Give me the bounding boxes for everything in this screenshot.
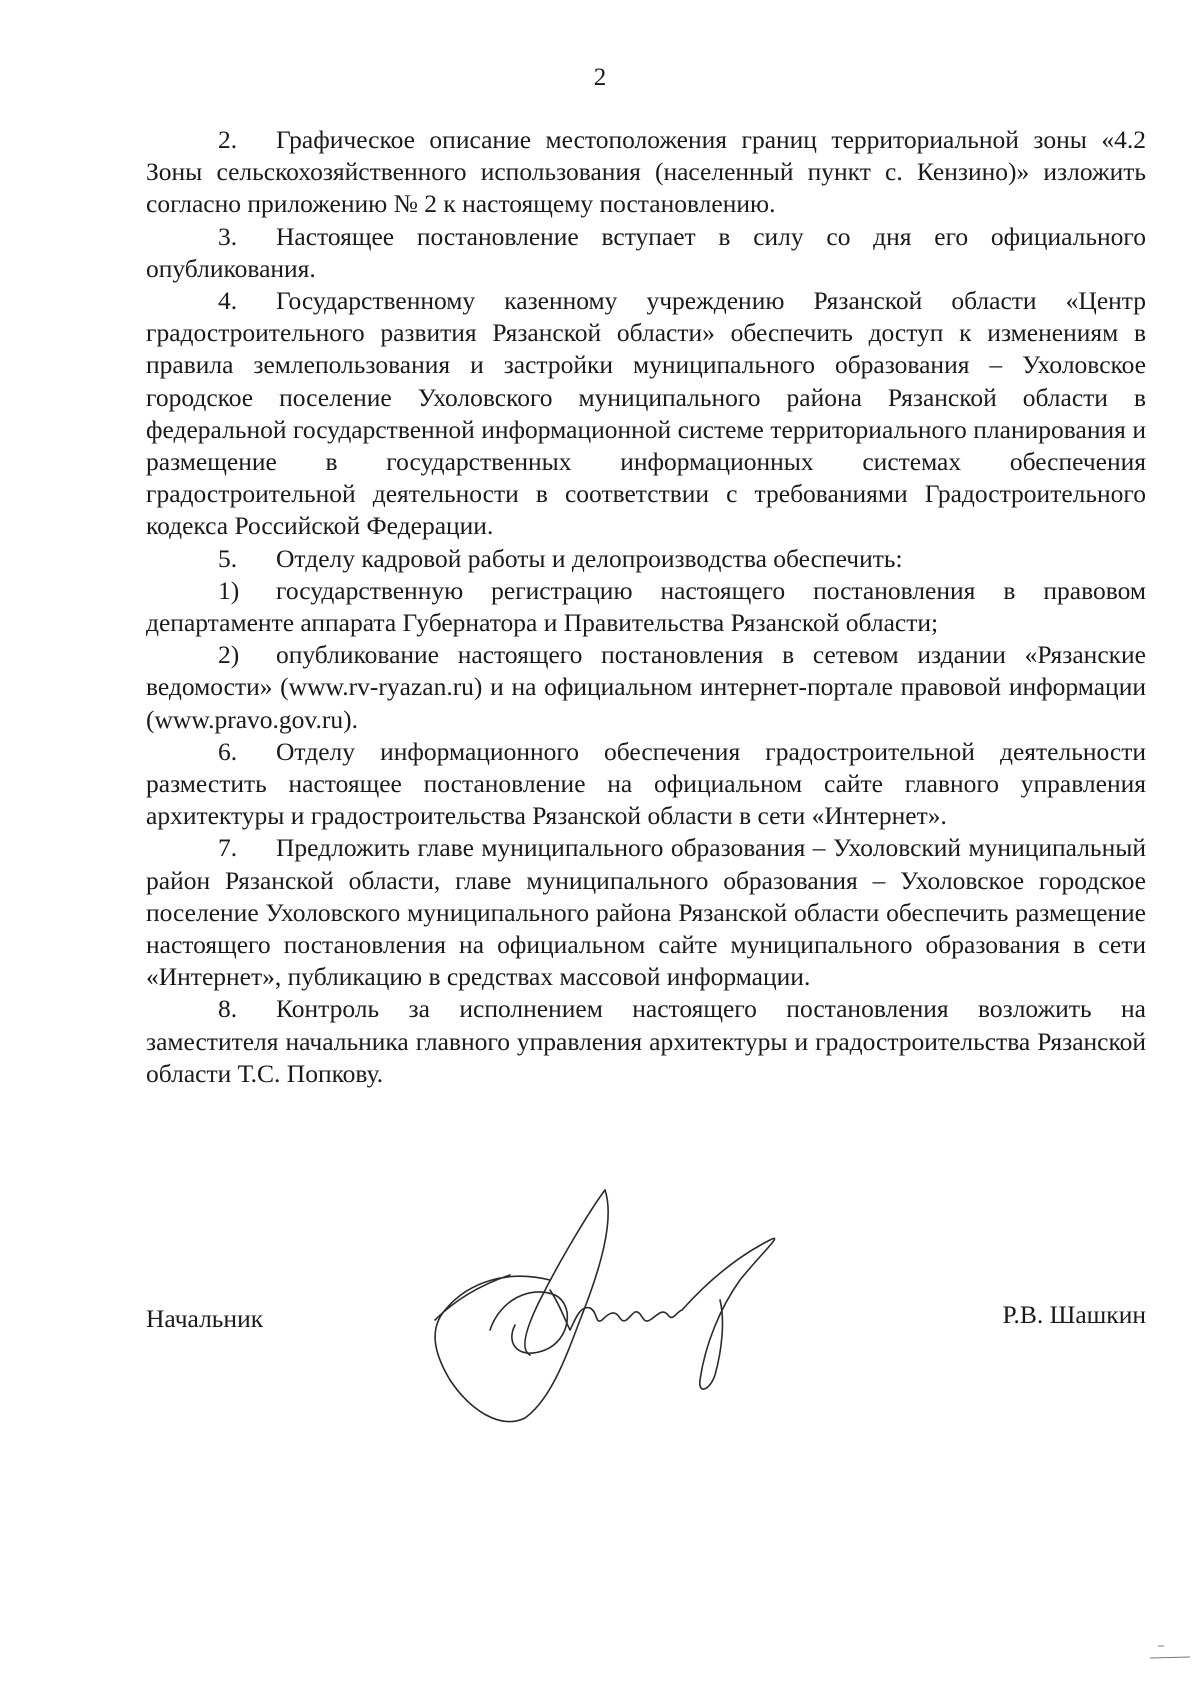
paragraph-text: Контроль за исполнением настоящего постановления возложить на заместителя начальника главного управления архитектуры и градостроительства Рязанской области Т.С. Попкову. <box>146 994 1146 1088</box>
paragraph-5-1 <box>146 575 1146 639</box>
paragraph-text: Отделу кадровой работы и делопроизводства обеспечить: <box>276 543 903 573</box>
paragraph-number: 2) <box>218 640 240 670</box>
paragraph-text: Государственному казенному учреждению Рязанской области «Центр градостроительного развития Рязанской области» обеспечить доступ к изменениям в правила землепользования и застройки муниципального образования – Ухоловское городское поселение Ухоловского муниципального района Рязанской области в федеральной государственной информационной системе территориального планирования и размещение в государственных информационных системах обеспечения градостроительной деятельности в соответствии с требованиями Градостроительного кодекса Российской Федерации. <box>146 286 1146 541</box>
paragraph-number: 8. <box>218 994 238 1024</box>
signature-name: Р.В. Шашкин <box>1002 1300 1146 1329</box>
paragraph-number: 3. <box>218 221 238 251</box>
paragraph-text: Предложить главе муниципального образования – Ухоловский муниципальный район Рязанской области, главе муниципального образования – Ухоловское городское поселение Ухоловского муниципального района Рязанской области обеспечить размещение настоящего постановления на официальном сайте муниципального образования в сети «Интернет», публикацию в средствах массовой информации. <box>146 833 1146 992</box>
paragraph-number: 7. <box>218 833 238 863</box>
paragraph-8 <box>146 993 1146 1090</box>
paragraph-number: 6. <box>218 736 238 766</box>
paragraph-number: 1) <box>218 575 240 605</box>
paragraph-2 <box>146 124 1146 221</box>
signature-title: Начальник <box>146 1304 264 1333</box>
paragraph-text: Отделу информационного обеспечения градостроительной деятельности разместить настоящее постановление на официальном сайте главного управления архитектуры и градостроительства Рязанской области в сети «Интернет». <box>146 736 1146 831</box>
paragraph-5 <box>146 543 1146 575</box>
paragraph-5-2 <box>146 639 1146 736</box>
paragraph-text: Графическое описание местоположения границ территориальной зоны «4.2 Зоны сельскохозяйственного использования (населенный пункт с. Кензино)» изложить согласно приложению № 2 к настоящему постановлению. <box>146 125 1146 219</box>
paragraph-number: 5. <box>218 543 238 573</box>
paragraph-text: государственную регистрацию настоящего постановления в правовом департаменте аппарата Губернатора и Правительства Рязанской области; <box>146 575 1146 638</box>
paragraph-6 <box>146 736 1146 833</box>
signature-block <box>146 1290 1146 1350</box>
paragraph-number: 2. <box>218 125 238 154</box>
paragraph-text: Настоящее постановление вступает в силу со дня его официального опубликования. <box>146 221 1146 283</box>
page-number: 2 <box>593 64 607 91</box>
scan-mark <box>1150 1640 1190 1660</box>
paragraph-4 <box>146 285 1146 543</box>
paragraph-text: опубликование настоящего постановления в сетевом издании «Рязанские ведомости» (www.rv-ryazan.ru) и на официальном интернет-портале правовой информации (www.pravo.gov.ru). <box>146 640 1146 734</box>
paragraph-3 <box>146 221 1146 285</box>
document-body <box>146 124 1146 1090</box>
paragraph-7 <box>146 832 1146 993</box>
paragraph-number: 4. <box>218 286 238 316</box>
